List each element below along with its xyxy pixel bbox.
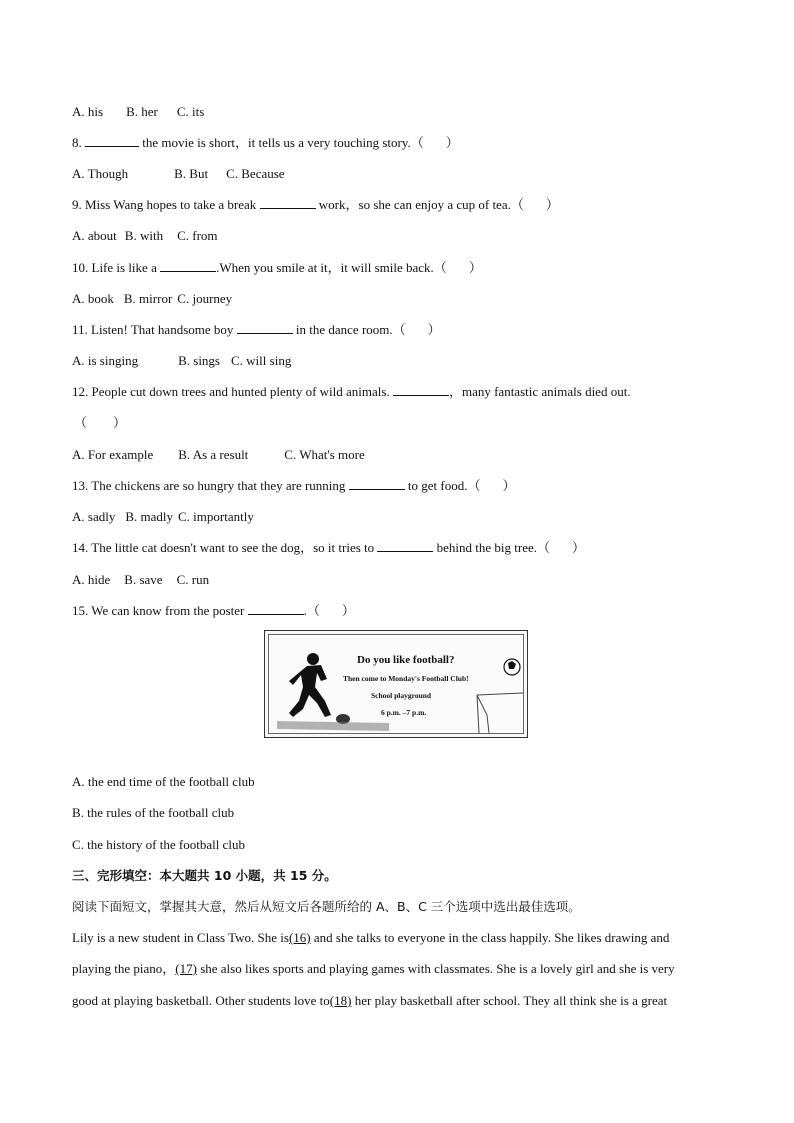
poster-frame <box>268 634 524 734</box>
section-3-heading-start: 三、完形填空：本大题共 <box>72 868 210 883</box>
q12-paren: （ ） <box>74 415 127 430</box>
q14-stem-end: behind the big tree.（ <box>436 540 550 555</box>
q8-option-c: C. Because <box>226 166 285 181</box>
question-13 <box>72 478 516 494</box>
poster-title: Do you like football? <box>357 654 455 666</box>
q14-option-a: A. hide <box>72 572 111 587</box>
q11-option-a: A. is singing <box>72 353 139 368</box>
goal-post-icon <box>477 693 523 733</box>
q7-option-b: B. her <box>126 104 158 119</box>
passage-line-2 <box>72 961 675 977</box>
q8-blank[interactable] <box>85 135 139 147</box>
football-poster <box>264 630 528 738</box>
q14-blank[interactable] <box>377 540 433 552</box>
section-3-heading-mid: 小题，共 <box>235 868 286 883</box>
q8-paren-close: ） <box>445 135 459 150</box>
q9-blank[interactable] <box>260 197 316 209</box>
q10-option-c: C. journey <box>177 291 233 306</box>
soccer-ball-icon <box>504 659 520 675</box>
q11-paren-close: ） <box>427 322 441 337</box>
q12-stem-end: ，many fantastic animals died out. <box>448 384 631 399</box>
q14-option-c: C. run <box>176 572 210 587</box>
poster-place: School playground <box>371 691 432 700</box>
ground-shadow <box>277 721 389 731</box>
q12-option-b: B. As a result <box>178 447 249 462</box>
q9-paren-close: ） <box>545 197 559 212</box>
q13-stem-start: 13. The chickens are so hungry that they are running <box>72 478 346 493</box>
passage-text: her play basketball after school. They all think she is a great <box>354 993 668 1008</box>
q11-stem-end: in the dance room.（ <box>295 322 406 337</box>
passage-text: Lily is a new student in Class Two. She is <box>72 930 289 945</box>
q13-blank[interactable] <box>349 478 405 490</box>
q9-stem-start: 9. Miss Wang hopes to take a break <box>72 197 257 212</box>
question-10 <box>72 260 482 276</box>
q9-option-a: A. about <box>72 228 117 243</box>
q8-stem-start: 8. <box>72 135 82 150</box>
section-3-instruction: 阅读下面短文，掌握其大意，然后从短文后各题所给的 A、B、C 三个选项中选出最佳选项。 <box>72 899 581 914</box>
q8-stem-end: the movie is short，it tells us a very touching story.（ <box>142 135 424 150</box>
section-3-heading-end: 分。 <box>311 868 337 883</box>
blank-17[interactable]: (17) <box>175 961 197 976</box>
passage-text: playing the piano， <box>72 961 176 976</box>
q13-options <box>72 509 254 525</box>
passage-text: good at playing basketball. Other students love to <box>72 993 330 1008</box>
q10-option-a: A. book <box>72 291 114 306</box>
q9-stem-end: work，so she can enjoy a cup of tea.（ <box>318 197 524 212</box>
q14-paren-close: ） <box>572 540 586 555</box>
q7-options <box>72 104 204 120</box>
passage-line-3 <box>72 993 667 1009</box>
q14-options <box>72 572 209 588</box>
poster-illustration <box>269 635 528 738</box>
q10-paren-close: ） <box>468 260 482 275</box>
q15-option-a: A. the end time of the football club <box>72 774 255 789</box>
question-14 <box>72 540 585 556</box>
q13-option-a: A. sadly <box>72 509 116 524</box>
q13-paren-close: ） <box>502 478 516 493</box>
question-12 <box>72 384 631 400</box>
q14-stem-start: 14. The little cat doesn't want to see the dog，so it tries to <box>72 540 375 555</box>
question-9 <box>72 197 559 213</box>
q11-option-c: C. will sing <box>231 353 292 368</box>
q15-option-c: C. the history of the football club <box>72 837 245 852</box>
q10-stem-start: 10. Life is like a <box>72 260 157 275</box>
q13-stem-end: to get food.（ <box>407 478 481 493</box>
q9-option-b: B. with <box>124 228 164 243</box>
q12-stem-start: 12. People cut down trees and hunted plenty of wild animals. <box>72 384 390 399</box>
football-player-icon <box>289 653 331 717</box>
q12-option-a: A. For example <box>72 447 154 462</box>
q13-option-c: C. importantly <box>178 509 254 524</box>
q8-option-a: A. Though <box>72 166 129 181</box>
section-3-count: 10 <box>213 868 232 883</box>
q10-blank[interactable] <box>160 260 216 272</box>
q12-options <box>72 447 365 463</box>
q13-option-b: B. madly <box>125 509 174 524</box>
blank-16[interactable]: (16) <box>288 930 311 945</box>
q10-stem-end: .When you smile at it，it will smile back.（ <box>216 260 447 275</box>
q11-option-b: B. sings <box>178 353 220 368</box>
section-3-heading <box>72 868 337 884</box>
q12-blank[interactable] <box>393 384 449 396</box>
question-11 <box>72 322 441 338</box>
poster-subtitle: Then come to Monday's Football Club! <box>343 674 469 683</box>
poster-time: 6 p.m. –7 p.m. <box>381 708 427 717</box>
passage-line-1 <box>72 930 669 946</box>
question-15 <box>72 603 355 619</box>
passage-text: and she talks to everyone in the class happily. She likes drawing and <box>313 930 670 945</box>
q9-options <box>72 228 218 244</box>
q12-option-c: C. What's more <box>284 447 365 462</box>
passage-text: she also likes sports and playing games with classmates. She is a lovely girl and she is very <box>200 961 675 976</box>
question-8 <box>72 135 459 151</box>
q12-answer-paren[interactable] <box>74 415 126 431</box>
q15-paren-close: ） <box>341 603 355 618</box>
q8-options <box>72 166 285 182</box>
q10-options <box>72 291 232 307</box>
q7-option-c: C. its <box>176 104 205 119</box>
q14-option-b: B. save <box>124 572 163 587</box>
q10-option-b: B. mirror <box>123 291 173 306</box>
blank-18[interactable]: (18) <box>329 993 352 1008</box>
q9-option-c: C. from <box>177 228 218 243</box>
q15-blank[interactable] <box>248 603 304 615</box>
q11-blank[interactable] <box>237 322 293 334</box>
q11-stem-start: 11. Listen! That handsome boy <box>72 322 234 337</box>
q15-stem-start: 15. We can know from the poster <box>72 603 245 618</box>
q15-stem-end: .（ <box>303 603 320 618</box>
section-3-score: 15 <box>290 868 308 883</box>
q11-options <box>72 353 291 369</box>
q8-option-b: B. But <box>174 166 209 181</box>
q7-option-a: A. his <box>72 104 104 119</box>
q15-option-b: B. the rules of the football club <box>72 805 235 820</box>
